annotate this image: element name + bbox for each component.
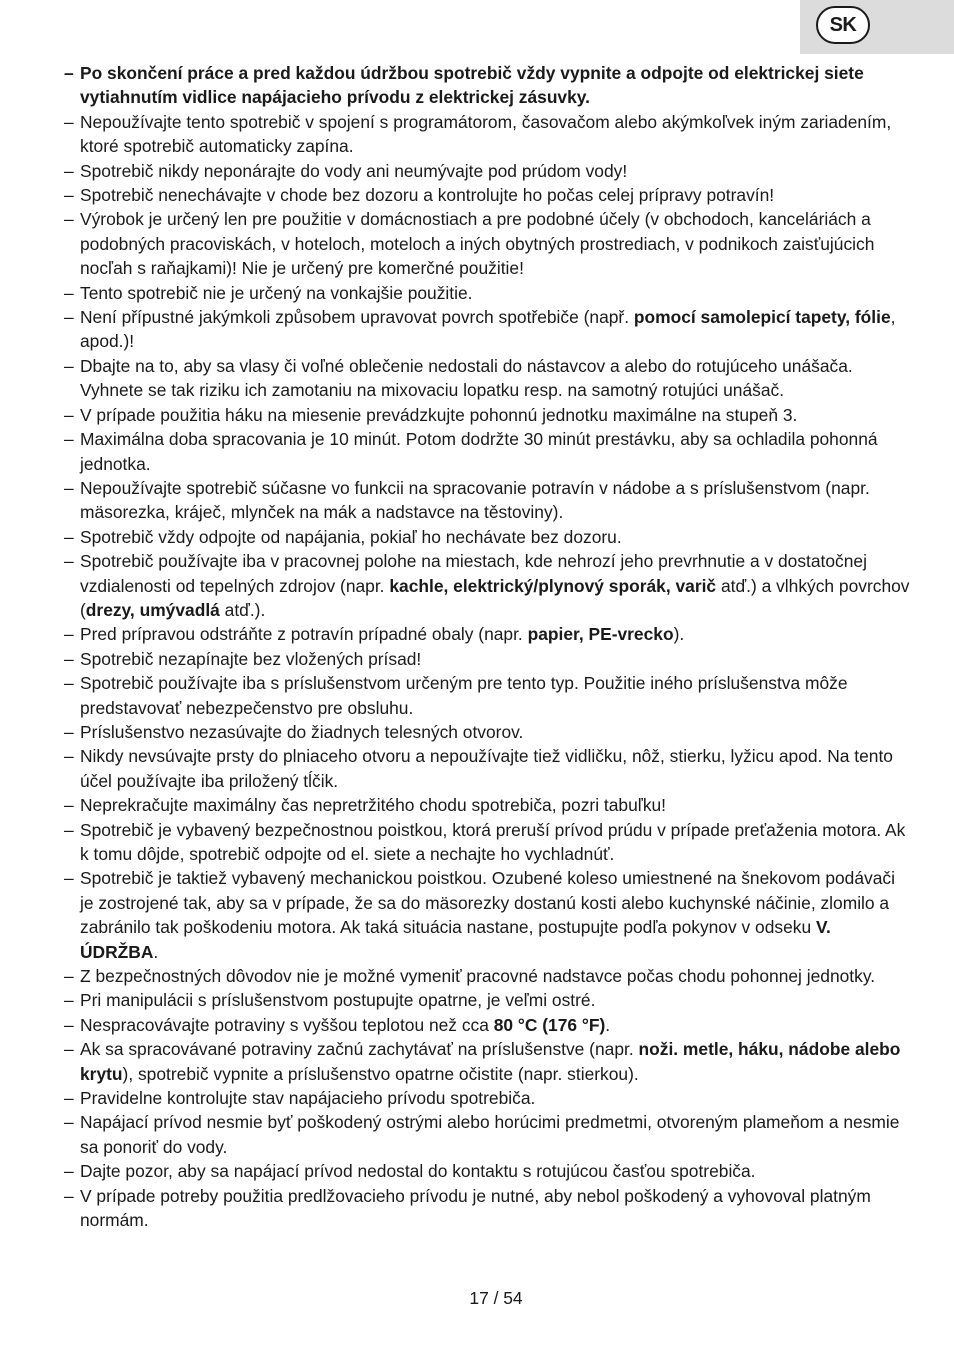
instruction-item [64, 110, 910, 159]
dash-bullet: – [64, 819, 74, 840]
emphasis-text: papier, PE-vrecko [527, 624, 674, 645]
instruction-item [64, 1037, 910, 1086]
instruction-text: Ak sa spracovávané potraviny začnú zachytávať na príslušenstve (napr. [80, 1039, 639, 1060]
instruction-text: Tento spotrebič nie je určený na vonkajšie použitie. [80, 282, 473, 303]
emphasis-text: V. ÚDRŽBA [80, 917, 831, 962]
instruction-item [64, 1159, 910, 1183]
instruction-item [64, 183, 910, 207]
instruction-item [64, 1184, 910, 1233]
safety-instructions-list [64, 61, 910, 1233]
instruction-text: ), spotrebič vypnite a príslušenstvo opatrne očistite (napr. stierkou). [122, 1063, 639, 1084]
page-number: 17 / 54 [469, 1288, 523, 1308]
instruction-item [64, 549, 910, 622]
instruction-text: Dbajte na to, aby sa vlasy či voľné oblečenie nedostali do nástavcov a alebo do rotujúceho unášača. Vyhnete se tak riziku ich zamotaniu na mixovaciu lopatku resp. na samotný rotujúci unášač. [80, 355, 853, 401]
instruction-item [64, 818, 910, 867]
instruction-text: Spotrebič vždy odpojte od napájania, pokiaľ ho nechávate bez dozoru. [80, 526, 622, 547]
instruction-text: atď.). [219, 599, 266, 620]
instruction-item [64, 354, 910, 403]
instruction-item [64, 403, 910, 427]
instruction-text: ). [673, 624, 685, 645]
dash-bullet: – [64, 1014, 74, 1035]
dash-bullet: – [64, 1161, 74, 1182]
instruction-text: Pri manipulácii s príslušenstvom postupujte opatrne, je veľmi ostré. [80, 990, 596, 1011]
dash-bullet: – [64, 624, 74, 645]
instruction-text: Neprekračujte maximálny čas nepretržitého chodu spotrebiča, pozri tabuľku! [80, 795, 667, 816]
dash-bullet: – [64, 990, 74, 1011]
instruction-text: Spotrebič používajte iba v pracovnej polohe na miestach, kde nehrozí jeho prevrhnutie a v dostatočnej vzdialenosti od tepelných zdrojov (napr. [80, 551, 867, 596]
dash-bullet: – [64, 551, 74, 572]
instruction-item [64, 671, 910, 720]
instruction-item [64, 159, 910, 183]
instruction-item [64, 427, 910, 476]
instruction-item [64, 1013, 910, 1037]
dash-bullet: – [64, 526, 74, 547]
instruction-text: Dajte pozor, aby sa napájací prívod nedostal do kontaktu s rotujúcou časťou spotrebiča. [80, 1161, 756, 1182]
emphasis-text: pomocí samolepicí tapety, fólie [633, 307, 891, 328]
dash-bullet: – [64, 355, 74, 376]
instruction-text: Nikdy nevsúvajte prsty do plniaceho otvoru a nepoužívajte tiež vidličku, nôž, stierku, lyžicu apod. Na tento účel používajte iba priložený tĺčik. [80, 746, 893, 791]
instruction-item [64, 964, 910, 988]
dash-bullet: – [64, 868, 74, 889]
instruction-text: Nepoužívajte spotrebič súčasne vo funkcii na spracovanie potravín v nádobe a s príslušenstvom (napr. mäsorezka, kráječ, mlynček na mák a nadstavce na těstoviny). [80, 477, 870, 523]
dash-bullet: – [64, 673, 74, 694]
instruction-text: Z bezpečnostných dôvodov nie je možné vymeniť pracovné nadstavce počas chodu pohonnej jednotky. [80, 966, 876, 987]
dash-bullet: – [64, 160, 74, 181]
dash-bullet: – [64, 1185, 74, 1206]
instruction-item [64, 988, 910, 1012]
instruction-text: Nepoužívajte tento spotrebič v spojení s programátorom, časovačom alebo akýmkoľvek iným zariadením, ktoré spotrebič automaticky zapína. [80, 111, 892, 157]
instruction-item [64, 281, 910, 305]
instruction-text: Spotrebič je vybavený bezpečnostnou poistkou, ktorá preruší prívod prúdu v prípade preťaženia motora. Ak k tomu dôjde, spotrebič odpojte od el. siete a nechajte ho vychladnúť. [80, 819, 906, 864]
instruction-text: Není přípustné jakýmkoli způsobem upravovat povrch spotřebiče (např. [80, 307, 634, 328]
instruction-text: Po skončení práce a pred každou údržbou spotrebič vždy vypnite a odpojte od elektrickej siete vytiahnutím vidlice napájacieho prívodu z elektrickej zásuvky. [80, 63, 864, 108]
instruction-text: Nespracovávajte potraviny s vyššou teplotou než cca [80, 1014, 494, 1035]
instruction-text: Spotrebič nenechávajte v chode bez dozoru a kontrolujte ho počas celej prípravy potravín! [80, 185, 775, 206]
instruction-item [64, 622, 910, 646]
instruction-item [64, 305, 910, 354]
instruction-text: Spotrebič nikdy neponárajte do vody ani neumývajte pod prúdom vody! [80, 160, 628, 181]
instruction-text: atď.) a vlhkých povrchov ( [80, 575, 910, 620]
instruction-item [64, 647, 910, 671]
instruction-item [64, 866, 910, 964]
emphasis-text: kachle, elektrický/plynový sporák, varič [389, 575, 717, 596]
dash-bullet: – [64, 307, 74, 328]
dash-bullet: – [64, 721, 74, 742]
language-tab [800, 0, 954, 54]
dash-bullet: – [64, 63, 74, 83]
emphasis-text: noži. metle, háku, nádobe alebo krytu [80, 1039, 901, 1084]
instruction-item [64, 476, 910, 525]
dash-bullet: – [64, 648, 74, 669]
dash-bullet: – [64, 1088, 74, 1109]
instruction-text: Príslušenstvo nezasúvajte do žiadnych telesných otvorov. [80, 721, 524, 742]
instruction-item [64, 61, 910, 110]
instruction-text: . [153, 941, 159, 962]
dash-bullet: – [64, 1112, 74, 1133]
instruction-text: V prípade potreby použitia predlžovacieho prívodu je nutné, aby nebol poškodený a vyhovoval platným normám. [80, 1185, 871, 1231]
dash-bullet: – [64, 404, 74, 425]
dash-bullet: – [64, 966, 74, 987]
dash-bullet: – [64, 795, 74, 816]
instruction-item [64, 1086, 910, 1110]
instruction-text: , apod.)! [80, 307, 896, 352]
instruction-text: Maximálna doba spracovania je 10 minút. Potom dodržte 30 minút prestávku, aby sa ochladila pohonná jednotka. [80, 429, 878, 474]
instruction-text: Pravidelne kontrolujte stav napájacieho prívodu spotrebiča. [80, 1088, 536, 1109]
instruction-text: Napájací prívod nesmie byť poškodený ostrými alebo horúcimi predmetmi, otvoreným plameňom a nesmie sa ponoriť do vody. [80, 1112, 900, 1157]
dash-bullet: – [64, 209, 74, 230]
dash-bullet: – [64, 185, 74, 206]
dash-bullet: – [64, 282, 74, 303]
dash-bullet: – [64, 746, 74, 767]
dash-bullet: – [64, 477, 74, 498]
dash-bullet: – [64, 429, 74, 450]
emphasis-text: drezy, umývadlá [85, 599, 220, 620]
instruction-text: V prípade použitia háku na miesenie prevádzkujte pohonnú jednotku maximálne na stupeň 3. [80, 404, 798, 425]
instruction-text: Pred prípravou odstráňte z potravín prípadné obaly (napr. [80, 624, 528, 645]
language-badge: SK [816, 6, 870, 44]
emphasis-text: 80 °C (176 °F) [493, 1014, 606, 1035]
instruction-text: Spotrebič je taktiež vybavený mechanickou poistkou. Ozubené koleso umiestnené na šnekovom podávači je zostrojené tak, aby sa v prípade, že sa do mäsorezky dostanú kosti alebo kuchynské náčinie, zlomilo a zabránilo tak poškodeniu motora. Ak taká situácia nastane, postupujte podľa pokynov v odseku [80, 868, 895, 938]
instruction-item [64, 1110, 910, 1159]
instruction-item [64, 525, 910, 549]
instruction-text: Spotrebič nezapínajte bez vložených prísad! [80, 648, 422, 669]
dash-bullet: – [64, 1039, 74, 1060]
instruction-text: Výrobok je určený len pre použitie v domácnostiach a pre podobné účely (v obchodoch, kanceláriách a podobných pracoviskách, v hoteloch, moteloch a iných obytných prostrediach, v podnikoch zaisťujúcich nocľah s raňajkami)! Nie je určený pre komerčné použitie! [80, 209, 875, 279]
instruction-item [64, 720, 910, 744]
dash-bullet: – [64, 111, 74, 132]
instruction-item [64, 207, 910, 280]
instruction-text: Spotrebič používajte iba s príslušenstvom určeným pre tento typ. Použitie iného príslušenstva môže predstavovať nebezpečenstvo pre obsluhu. [80, 673, 848, 718]
instruction-item [64, 793, 910, 817]
instruction-text: . [605, 1014, 611, 1035]
instruction-item [64, 744, 910, 793]
